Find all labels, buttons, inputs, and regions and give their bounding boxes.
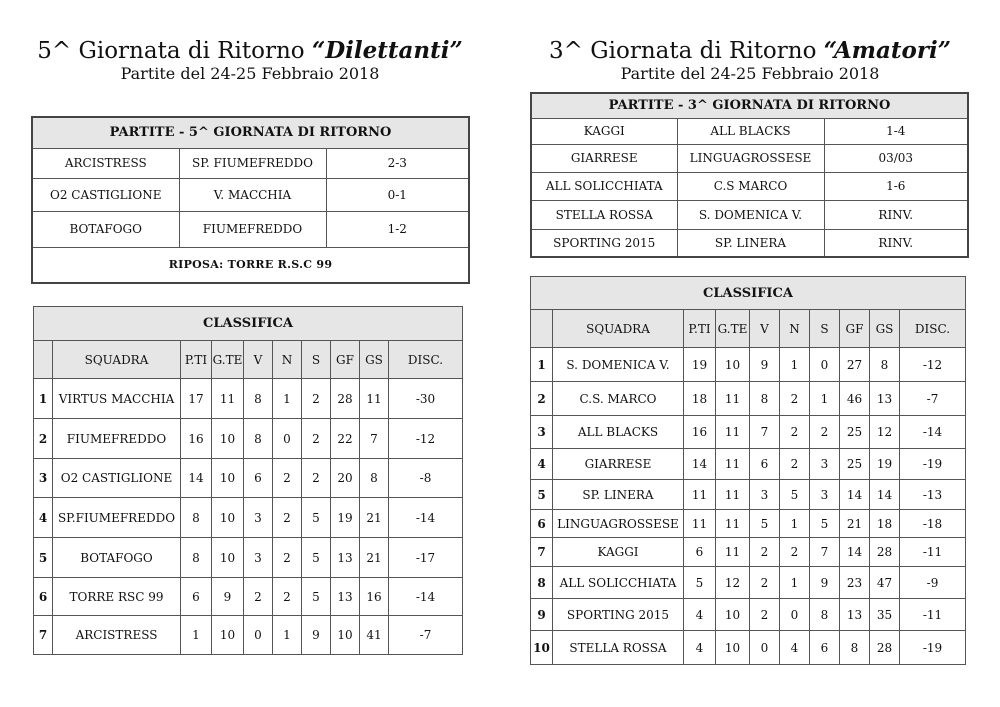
stat-cell: 7 [750,416,780,449]
stat-cell: 1 [273,379,302,419]
stat-cell: 5 [750,510,780,538]
stat-cell: 0 [750,631,780,665]
standing-position: 5 [34,538,53,578]
col-header: SQUADRA [553,310,684,348]
stat-cell: 2 [780,382,810,416]
team-name: TORRE RSC 99 [53,578,181,616]
stat-cell: 10 [212,538,244,578]
stat-cell: 7 [360,419,389,459]
stat-cell: 19 [870,449,900,480]
left-subtitle: Partite del 24-25 Febbraio 2018 [120,64,380,83]
standings-row [34,419,463,459]
team-name: ALL BLACKS [553,416,684,449]
stat-cell: -30 [389,379,463,419]
standing-position: 1 [531,348,553,382]
standings-row [531,599,966,631]
stat-cell: -19 [900,449,966,480]
stat-cell: 2 [780,416,810,449]
stat-cell: 2 [750,599,780,631]
match-result: 1-2 [326,211,469,247]
stat-cell: 13 [331,538,360,578]
stat-cell: 14 [840,480,870,510]
stat-cell: 10 [212,616,244,655]
stat-cell: 2 [273,459,302,498]
home-team: STELLA ROSSA [531,200,677,229]
stat-cell: 9 [302,616,331,655]
standings-row [34,459,463,498]
stat-cell: 3 [244,498,273,538]
stat-cell: -14 [389,498,463,538]
away-team: LINGUAGROSSESE [677,144,824,172]
stat-cell: 16 [181,419,212,459]
stat-cell: 9 [750,348,780,382]
stat-cell: 2 [780,538,810,567]
away-team: V. MACCHIA [179,178,326,211]
standing-position: 8 [531,567,553,599]
stat-cell: -12 [900,348,966,382]
col-header: V [750,310,780,348]
stat-cell: -7 [389,616,463,655]
match-row [531,118,968,144]
stat-cell: 4 [684,599,716,631]
standing-position: 3 [34,459,53,498]
stat-cell: 6 [750,449,780,480]
standings-row [531,510,966,538]
standing-position: 1 [34,379,53,419]
stat-cell: 1 [780,510,810,538]
stat-cell: 10 [212,498,244,538]
stat-cell: 21 [360,538,389,578]
standing-position: 9 [531,599,553,631]
stat-cell: 8 [181,498,212,538]
stat-cell: 12 [870,416,900,449]
stat-cell: 2 [302,459,331,498]
stat-cell: 8 [750,382,780,416]
left-standings-table [33,306,463,655]
stat-cell: 11 [716,538,750,567]
team-name: GIARRESE [553,449,684,480]
stat-cell: 11 [684,480,716,510]
stat-cell: 5 [810,510,840,538]
team-name: FIUMEFREDDO [53,419,181,459]
stat-cell: 14 [870,480,900,510]
standings-row [531,416,966,449]
match-row [531,229,968,257]
stat-cell: 16 [360,578,389,616]
team-name: LINGUAGROSSESE [553,510,684,538]
stat-cell: -9 [900,567,966,599]
left-matches-table [31,116,470,284]
stat-cell: 0 [244,616,273,655]
stat-cell: 2 [273,578,302,616]
stat-cell: 6 [810,631,840,665]
stat-cell: 14 [181,459,212,498]
standings-row [531,567,966,599]
stat-cell: 2 [273,538,302,578]
col-header: G.TE [716,310,750,348]
standings-row [34,379,463,419]
team-name: VIRTUS MACCHIA [53,379,181,419]
stat-cell: 35 [870,599,900,631]
stat-cell: 14 [840,538,870,567]
stat-cell: 9 [810,567,840,599]
stat-cell: 11 [716,480,750,510]
stat-cell: 2 [244,578,273,616]
team-name: SP.FIUMEFREDDO [53,498,181,538]
home-team: BOTAFOGO [32,211,179,247]
stat-cell: 28 [331,379,360,419]
col-header: DISC. [900,310,966,348]
col-header: N [273,341,302,379]
stat-cell: 1 [780,348,810,382]
stat-cell: 5 [302,538,331,578]
team-name: ALL SOLICCHIATA [553,567,684,599]
stat-cell: 1 [780,567,810,599]
standings-row [531,348,966,382]
stat-cell: 2 [302,379,331,419]
standing-position: 6 [531,510,553,538]
match-result: 1-6 [824,172,968,200]
stat-cell: 7 [810,538,840,567]
stat-cell: 13 [870,382,900,416]
stat-cell: -13 [900,480,966,510]
stat-cell: 41 [360,616,389,655]
stat-cell: 19 [684,348,716,382]
stat-cell: 13 [331,578,360,616]
home-team: ARCISTRESS [32,148,179,178]
col-header: V [244,341,273,379]
stat-cell: -7 [900,382,966,416]
stat-cell: 8 [840,631,870,665]
standing-position: 3 [531,416,553,449]
match-result: 0-1 [326,178,469,211]
standings-row [531,382,966,416]
standing-position: 2 [531,382,553,416]
match-row [531,200,968,229]
stat-cell: 6 [244,459,273,498]
stat-cell: 47 [870,567,900,599]
stat-cell: 5 [302,578,331,616]
stat-cell: -12 [389,419,463,459]
standing-position: 7 [531,538,553,567]
match-row [531,172,968,200]
col-header: GF [331,341,360,379]
away-team: ALL BLACKS [677,118,824,144]
stat-cell: 8 [870,348,900,382]
stat-cell: 9 [212,578,244,616]
stat-cell: 11 [716,510,750,538]
match-result: RINV. [824,229,968,257]
stat-cell: 10 [716,631,750,665]
stat-cell: 2 [750,538,780,567]
stat-cell: -8 [389,459,463,498]
stat-cell: 1 [181,616,212,655]
stat-cell: 2 [273,498,302,538]
stat-cell: 16 [684,416,716,449]
home-team: O2 CASTIGLIONE [32,178,179,211]
stat-cell: 17 [181,379,212,419]
stat-cell: 0 [273,419,302,459]
home-team: KAGGI [531,118,677,144]
left-title: 5^ Giornata di Ritorno “Dilettanti” [37,37,463,64]
right-title: 3^ Giornata di Ritorno “Amatori” [549,37,951,64]
standings-row [34,498,463,538]
riposa-note: RIPOSA: TORRE R.S.C 99 [32,247,469,283]
right-subtitle: Partite del 24-25 Febbraio 2018 [620,64,880,83]
stat-cell: 8 [810,599,840,631]
match-row [32,148,469,178]
stat-cell: 3 [810,480,840,510]
stat-cell: 3 [244,538,273,578]
home-team: ALL SOLICCHIATA [531,172,677,200]
stat-cell: 10 [716,599,750,631]
stat-cell: 22 [331,419,360,459]
away-team: C.S MARCO [677,172,824,200]
stat-cell: 8 [181,538,212,578]
standings-row [34,538,463,578]
team-name: SP. LINERA [553,480,684,510]
match-row [32,211,469,247]
stat-cell: 11 [684,510,716,538]
away-team: S. DOMENICA V. [677,200,824,229]
stat-cell: 14 [684,449,716,480]
standings-row [531,538,966,567]
stat-cell: 28 [870,538,900,567]
away-team: SP. LINERA [677,229,824,257]
left-matches-header: PARTITE - 5^ GIORNATA DI RITORNO [32,117,469,148]
stat-cell: 8 [244,379,273,419]
col-header: S [810,310,840,348]
stat-cell: 5 [684,567,716,599]
col-header: GS [870,310,900,348]
stat-cell: 2 [810,416,840,449]
stat-cell: 12 [716,567,750,599]
stat-cell: 10 [212,459,244,498]
stat-cell: 46 [840,382,870,416]
col-header: SQUADRA [53,341,181,379]
team-name: O2 CASTIGLIONE [53,459,181,498]
stat-cell: -19 [900,631,966,665]
right-matches-table [530,92,969,258]
away-team: SP. FIUMEFREDDO [179,148,326,178]
stat-cell: 0 [810,348,840,382]
stat-cell: 1 [273,616,302,655]
stat-cell: -17 [389,538,463,578]
stat-cell: 4 [780,631,810,665]
stat-cell: 25 [840,416,870,449]
team-name: KAGGI [553,538,684,567]
stat-cell: -14 [900,416,966,449]
stat-cell: 10 [716,348,750,382]
standings-column-headers [531,310,966,348]
col-header: S [302,341,331,379]
standings-row [531,480,966,510]
stat-cell: 20 [331,459,360,498]
stat-cell: 6 [684,538,716,567]
team-name: STELLA ROSSA [553,631,684,665]
stat-cell: 18 [870,510,900,538]
stat-cell: 11 [716,382,750,416]
stat-cell: -14 [389,578,463,616]
stat-cell: 28 [870,631,900,665]
standing-position: 10 [531,631,553,665]
stat-cell: -18 [900,510,966,538]
stat-cell: 2 [780,449,810,480]
stat-cell: 23 [840,567,870,599]
standings-row [531,631,966,665]
standings-row [531,449,966,480]
match-row [531,144,968,172]
stat-cell: 11 [716,416,750,449]
stat-cell: 5 [780,480,810,510]
match-row [32,178,469,211]
stat-cell: 18 [684,382,716,416]
stat-cell: 25 [840,449,870,480]
stat-cell: 11 [716,449,750,480]
standing-position: 4 [531,449,553,480]
right-standings-header: CLASSIFICA [531,277,966,310]
standings-row [34,578,463,616]
stat-cell: 11 [360,379,389,419]
team-name: C.S. MARCO [553,382,684,416]
stat-cell: 3 [810,449,840,480]
stat-cell: 8 [360,459,389,498]
match-result: 1-4 [824,118,968,144]
col-header: GF [840,310,870,348]
stat-cell: 19 [331,498,360,538]
stat-cell: -11 [900,538,966,567]
col-header: P.TI [181,341,212,379]
stat-cell: 8 [244,419,273,459]
match-result: RINV. [824,200,968,229]
stat-cell: 10 [212,419,244,459]
match-result: 2-3 [326,148,469,178]
standing-position: 2 [34,419,53,459]
stat-cell: 13 [840,599,870,631]
stat-cell: 21 [840,510,870,538]
away-team: FIUMEFREDDO [179,211,326,247]
col-header: GS [360,341,389,379]
col-header: P.TI [684,310,716,348]
standings-column-headers [34,341,463,379]
stat-cell: 4 [684,631,716,665]
standings-row [34,616,463,655]
standing-position: 7 [34,616,53,655]
stat-cell: 3 [750,480,780,510]
right-matches-header: PARTITE - 3^ GIORNATA DI RITORNO [531,93,968,118]
stat-cell: -11 [900,599,966,631]
stat-cell: 21 [360,498,389,538]
home-team: GIARRESE [531,144,677,172]
home-team: SPORTING 2015 [531,229,677,257]
stat-cell: 2 [750,567,780,599]
team-name: BOTAFOGO [53,538,181,578]
stat-cell: 2 [302,419,331,459]
col-header: DISC. [389,341,463,379]
col-header: N [780,310,810,348]
match-result: 03/03 [824,144,968,172]
left-standings-header: CLASSIFICA [34,307,463,341]
standing-position: 4 [34,498,53,538]
stat-cell: 0 [780,599,810,631]
standing-position: 6 [34,578,53,616]
right-standings-table [530,276,966,665]
stat-cell: 1 [810,382,840,416]
stat-cell: 6 [181,578,212,616]
team-name: S. DOMENICA V. [553,348,684,382]
stat-cell: 27 [840,348,870,382]
col-header: G.TE [212,341,244,379]
team-name: ARCISTRESS [53,616,181,655]
standing-position: 5 [531,480,553,510]
team-name: SPORTING 2015 [553,599,684,631]
stat-cell: 11 [212,379,244,419]
stat-cell: 10 [331,616,360,655]
stat-cell: 5 [302,498,331,538]
